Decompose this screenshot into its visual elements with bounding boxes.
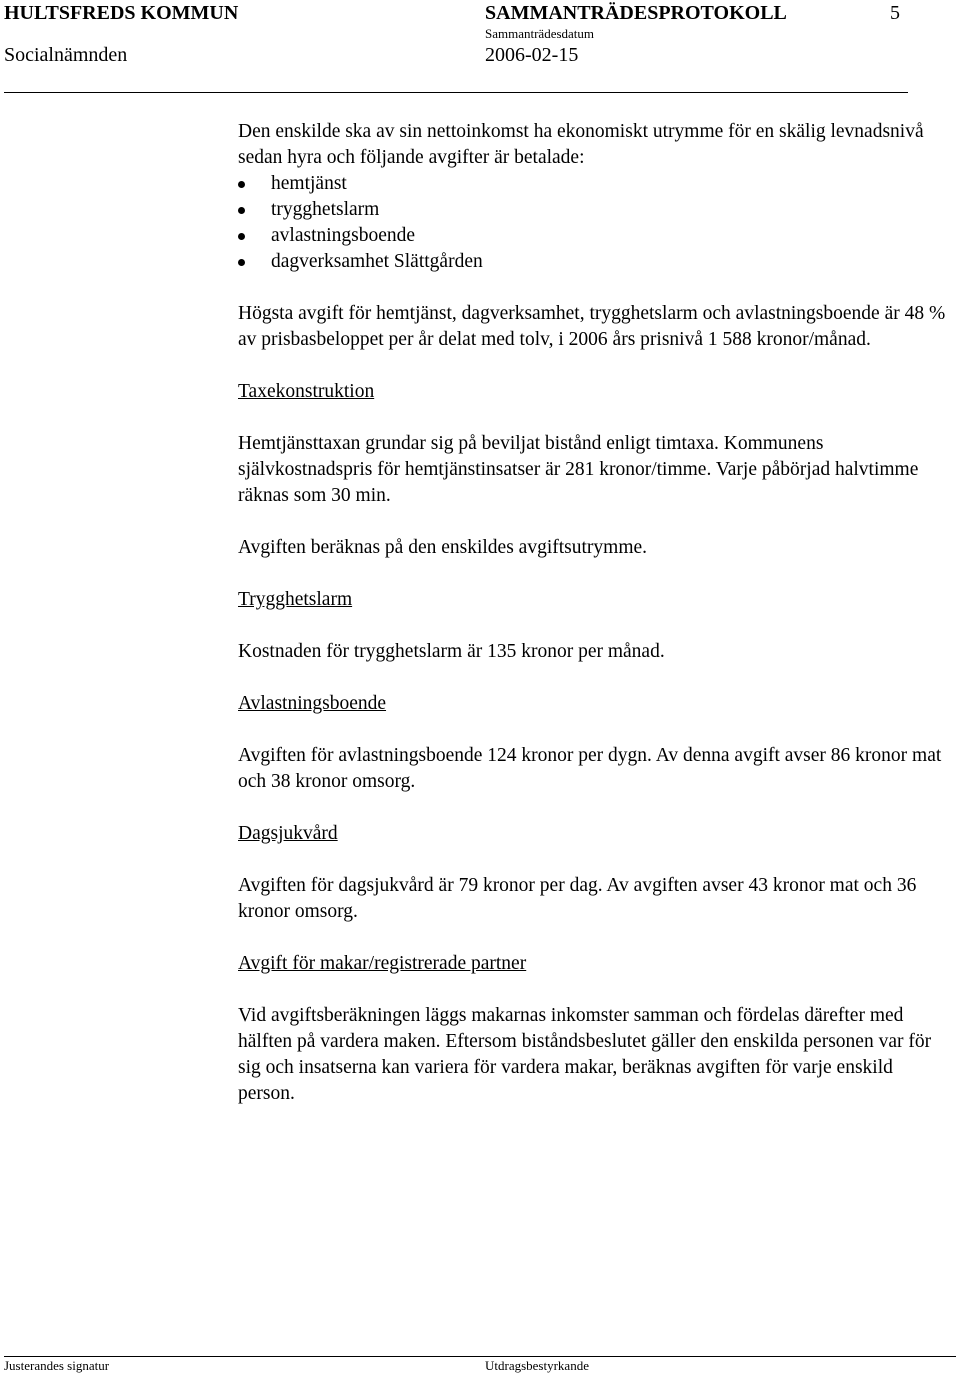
fee-list (238, 171, 954, 275)
bullet-icon (238, 233, 245, 240)
list-item: avlastningsboende (238, 223, 954, 249)
section-paragraph: Vid avgiftsberäkningen läggs makarnas inkomster samman och fördelas därefter med hälften på vardera maken. Eftersom biståndsbeslutet gäller den enskilda personen var för sig och insatserna kan variera för vardera makar, beräknas avgiften för varje enskild person. (238, 1005, 932, 1104)
section-heading-trygghetslarm: Trygghetslarm (238, 589, 353, 610)
section-heading-makar: Avgift för makar/registrerade partner (238, 953, 527, 974)
bullet-icon (238, 207, 245, 214)
section-heading-dagsjukvard: Dagsjukvård (238, 823, 338, 844)
excerpt-label: Utdragsbestyrkande (485, 1358, 589, 1373)
section-heading-taxekonstruktion: Taxekonstruktion (238, 381, 375, 402)
list-item: hemtjänst (238, 171, 954, 197)
header-divider (4, 92, 908, 93)
document-type: SAMMANTRÄDESPROTOKOLL (485, 2, 787, 24)
list-item: trygghetslarm (238, 197, 954, 223)
list-item: dagverksamhet Slättgården (238, 249, 954, 275)
max-fee-paragraph: Högsta avgift för hemtjänst, dagverksamhet, trygghetslarm och avlastningsboende är 48 % av prisbasbeloppet per år delat med tolv, i 2006 års prisnivå 1 588 kronor/månad. (238, 303, 946, 350)
section-paragraph: Hemtjänsttaxan grundar sig på beviljat bistånd enligt timtaxa. Kommunens självkostnadspris för hemtjänstinsatser är 281 kronor/timme. Varje påbörjad halvtimme räknas som 30 min. (238, 433, 919, 506)
section-heading-avlastningsboende: Avlastningsboende (238, 693, 387, 714)
bullet-icon (238, 181, 245, 188)
date-label: Sammanträdesdatum (485, 26, 595, 41)
bullet-icon (238, 259, 245, 266)
signature-label: Justerandes signatur (4, 1358, 110, 1373)
committee-name: Socialnämnden (4, 44, 128, 66)
section-paragraph: Avgiften för dagsjukvård är 79 kronor per dag. Av avgiften avser 43 kronor mat och 36 kronor omsorg. (238, 875, 917, 922)
section-paragraph: Avgiften för avlastningsboende 124 kronor per dygn. Av denna avgift avser 86 kronor mat och 38 kronor omsorg. (238, 745, 942, 792)
section-paragraph: Avgiften beräknas på den enskildes avgiftsutrymme. (238, 537, 648, 558)
meeting-date: 2006-02-15 (485, 44, 579, 66)
intro-paragraph: Den enskilde ska av sin nettoinkomst ha ekonomiskt utrymme för en skälig levnadsnivå sedan hyra och följande avgifter är betalade: (238, 121, 924, 168)
section-paragraph: Kostnaden för trygghetslarm är 135 kronor per månad. (238, 641, 665, 662)
municipality-name: HULTSFREDS KOMMUN (4, 2, 239, 24)
footer-divider (4, 1356, 956, 1357)
page-number: 5 (890, 2, 900, 24)
document-body (238, 119, 954, 1107)
